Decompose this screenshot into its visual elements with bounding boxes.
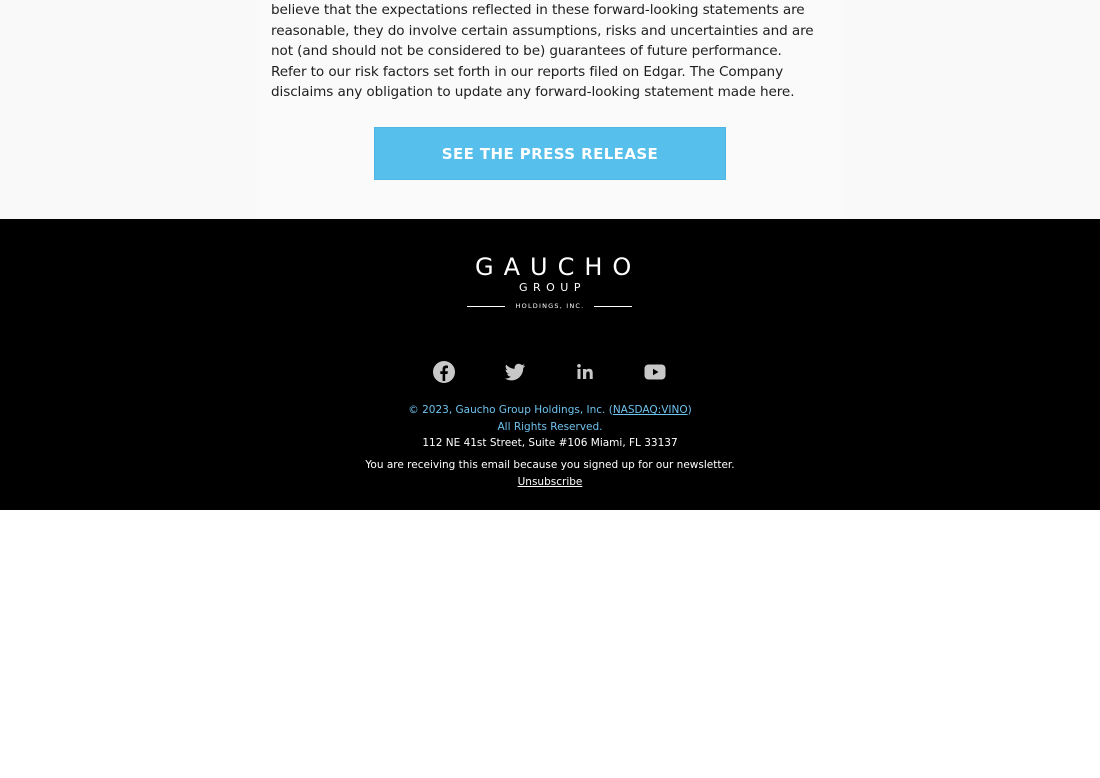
unsubscribe-line: [0, 475, 1100, 489]
copyright-line: [0, 403, 1100, 417]
logo-divider-right: [594, 306, 632, 307]
disclaimer-line: not (and should not be considered to be) guarantees of future performance.: [271, 43, 782, 59]
twitter-icon[interactable]: [503, 360, 527, 384]
logo-tagline: HOLDINGS, INC.: [515, 302, 585, 310]
unsubscribe-link[interactable]: Unsubscribe: [517, 476, 583, 488]
disclaimer-line: believe that the expectations reflected in these forward-looking statements are: [271, 2, 805, 18]
company-address: 112 NE 41st Street, Suite #106 Miami, FL 33137: [422, 437, 678, 449]
logo-divider-left: [467, 306, 505, 307]
logo-wordmark: GAUCHO: [475, 253, 642, 281]
see-press-release-button[interactable]: SEE THE PRESS RELEASE: [374, 127, 726, 180]
copyright-suffix: ): [687, 404, 692, 416]
youtube-icon[interactable]: [643, 360, 667, 384]
subscription-notice: You are receiving this email because you signed up for our newsletter.: [365, 459, 735, 471]
gaucho-group-logo[interactable]: [466, 253, 642, 313]
facebook-icon[interactable]: [432, 360, 456, 384]
disclaimer-line: disclaims any obligation to update any forward-looking statement made here.: [271, 84, 795, 100]
logo-subtitle: GROUP: [518, 281, 586, 294]
disclaimer-line: Refer to our risk factors set forth in our reports filed on Edgar. The Company: [271, 63, 784, 80]
footer: [0, 219, 1100, 510]
disclaimer-text: [271, 0, 831, 103]
rights-reserved: All Rights Reserved.: [497, 421, 603, 433]
linkedin-icon[interactable]: [573, 360, 597, 384]
copyright-text: © 2023, Gaucho Group Holdings, Inc. (: [408, 404, 613, 416]
disclaimer-line: reasonable, they do involve certain assumptions, risks and uncertainties and are: [271, 22, 814, 39]
nasdaq-ticker-link[interactable]: NASDAQ:VINO: [612, 404, 688, 416]
